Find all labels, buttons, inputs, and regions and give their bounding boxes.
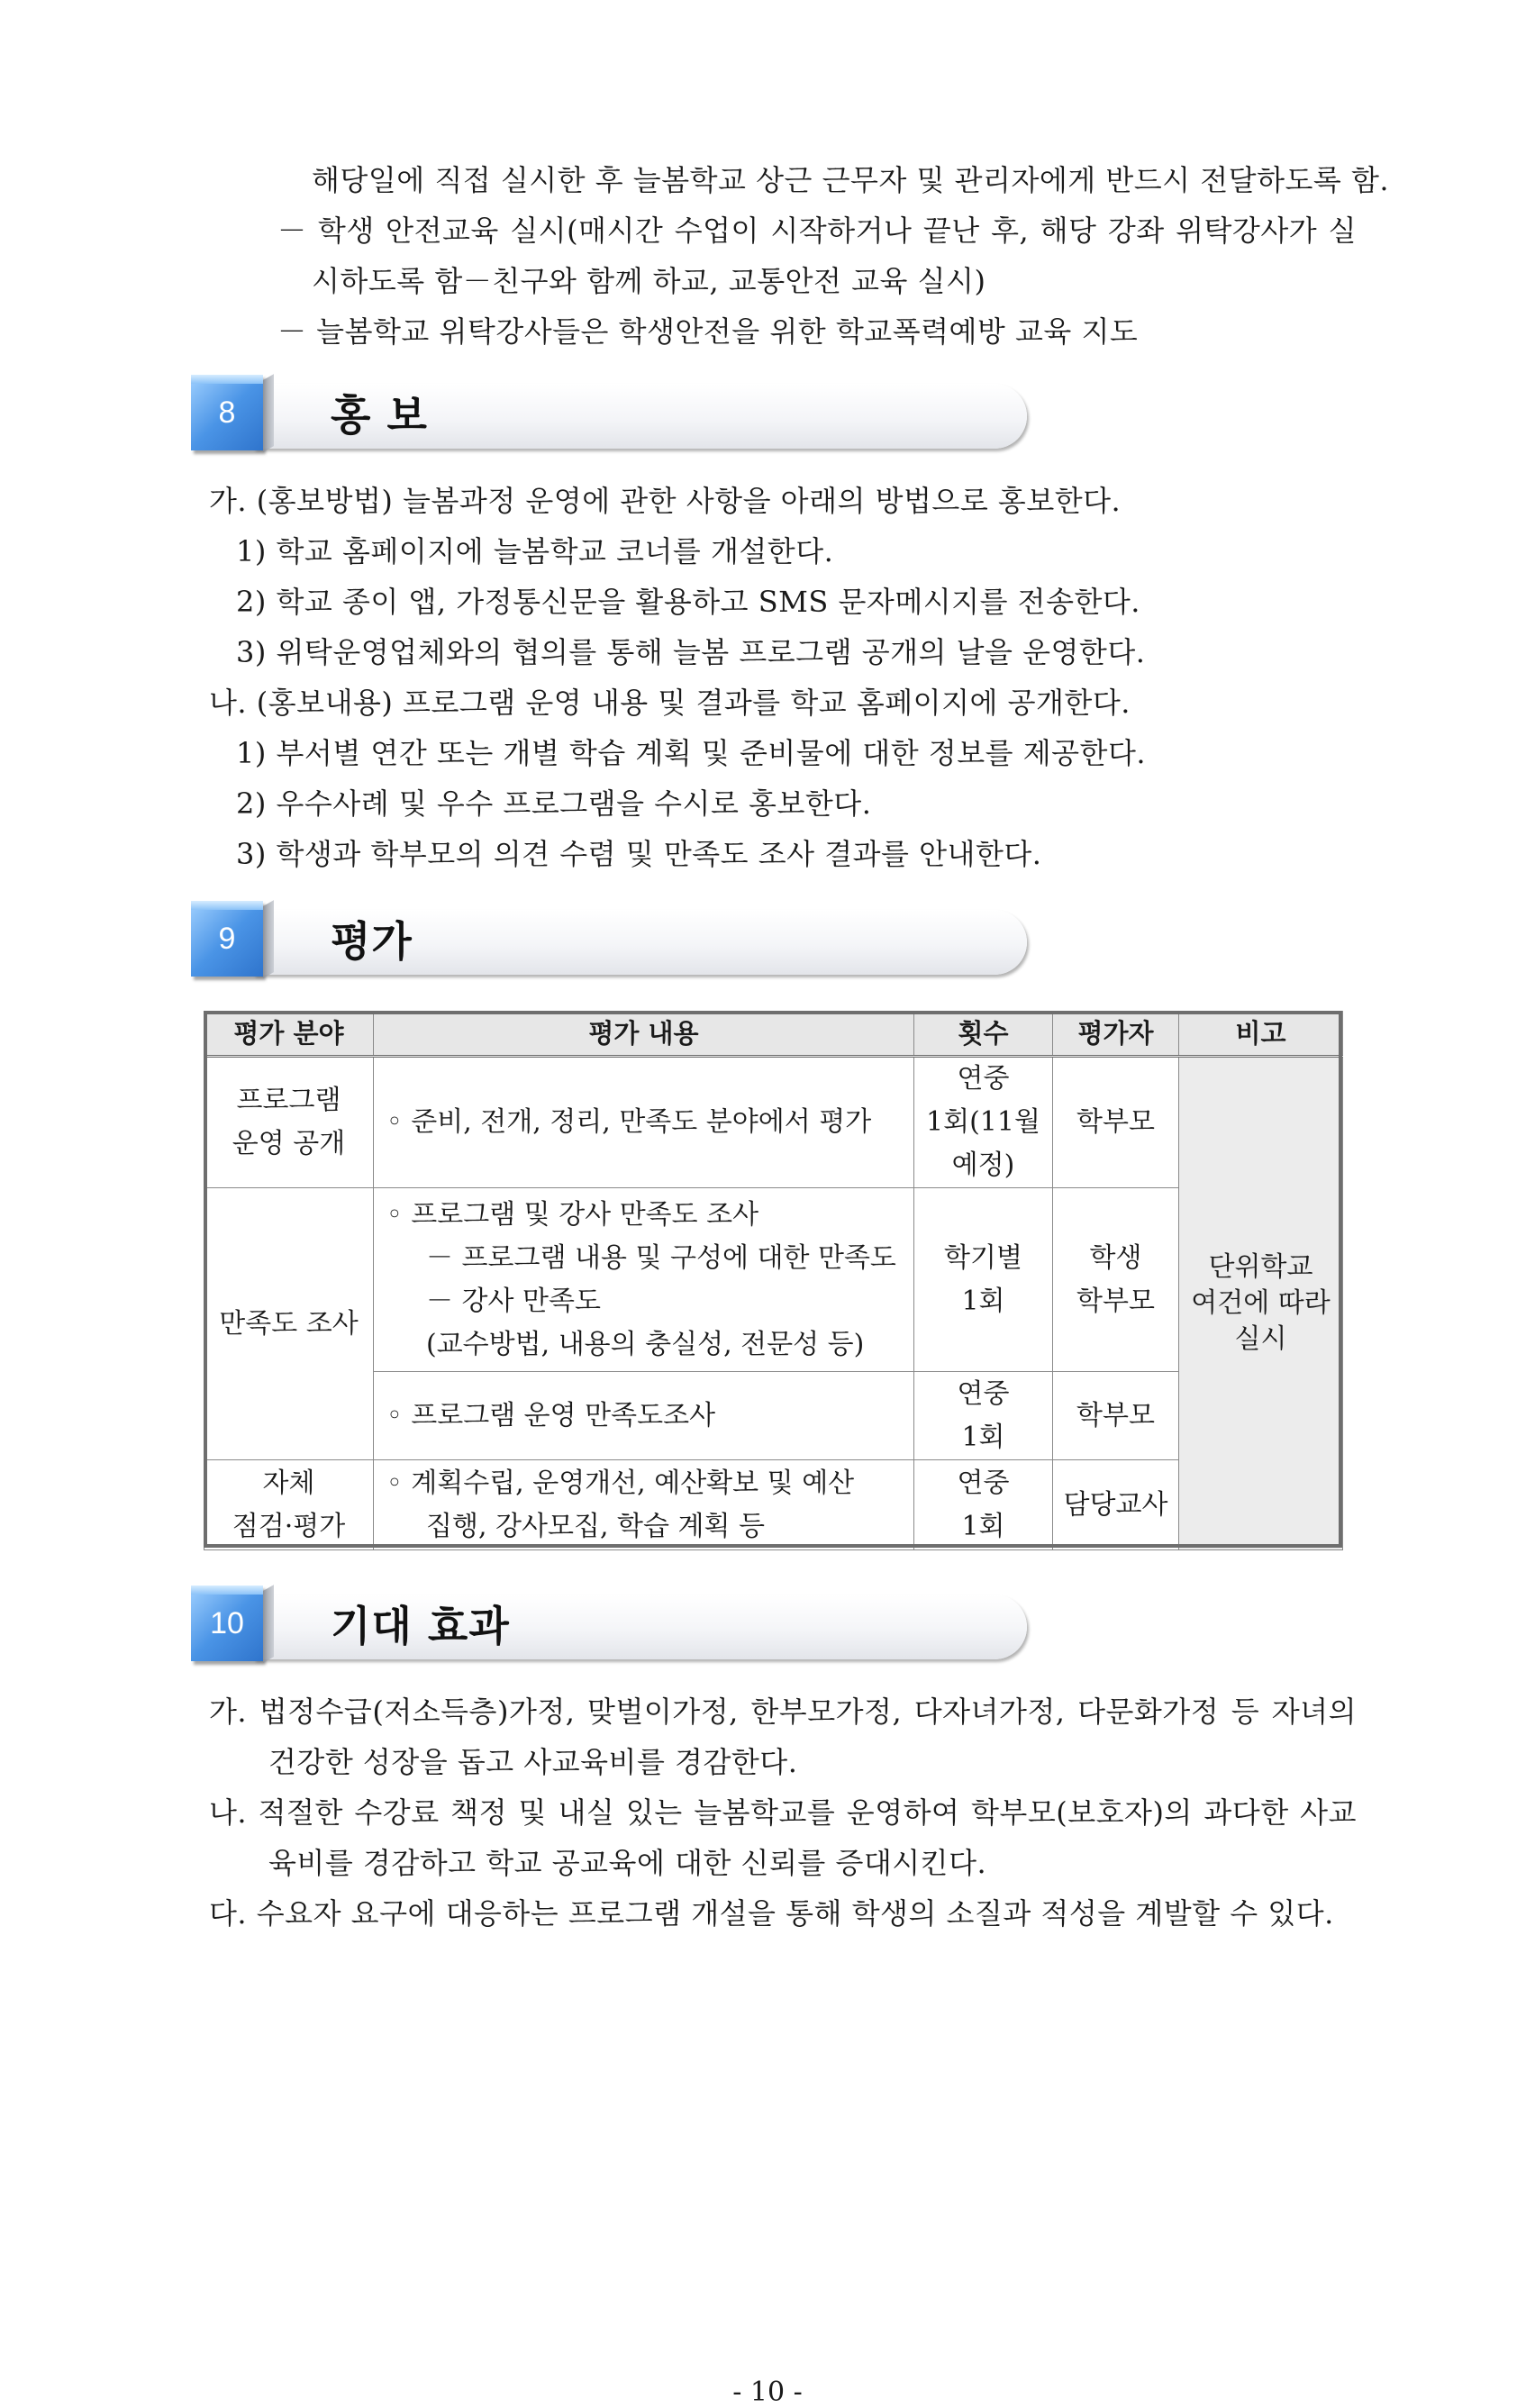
section-9-header — [191, 901, 1029, 977]
cell-text: 학생 — [1089, 1241, 1142, 1274]
section-number: 9 — [218, 922, 236, 956]
section-8-header — [191, 375, 1029, 450]
cell-evaluator: 담당교사 — [1053, 1460, 1179, 1550]
intro-line-1: 해당일에 직접 실시한 후 늘봄학교 상근 근무자 및 관리자에게 반드시 전달하도록 함. — [312, 163, 1390, 197]
section-10-header — [191, 1586, 1029, 1661]
cell-text: 점검·평가 — [232, 1510, 346, 1542]
intro-line-2: － 학생 안전교육 실시(매시간 수업이 시작하거나 끝난 후, 해당 강좌 위탁강사가 실 — [277, 214, 1357, 248]
cell-text: － 프로그램 내용 및 구성에 대한 만족도 — [426, 1241, 896, 1274]
cell-text: 1회 — [961, 1421, 1005, 1453]
cell-text: ◦ 프로그램 및 강사 만족도 조사 — [386, 1198, 759, 1231]
cell-text: 연중 — [957, 1377, 1010, 1410]
cell-text: 프로그램 — [236, 1085, 341, 1116]
sec10-na-line-1: 나. 적절한 수강료 책정 및 내실 있는 늘봄학교를 운영하여 학부모(보호자)의 과다한 사교 — [209, 1795, 1357, 1830]
cell-text: 1회 — [961, 1510, 1005, 1542]
cell-text: 학기별 — [944, 1241, 1022, 1274]
cell-text: 연중 — [957, 1467, 1010, 1499]
header-count: 횟수 — [914, 1012, 1053, 1057]
header-remark: 비고 — [1179, 1012, 1343, 1057]
sec8-ga-1: 1) 학교 홈페이지에 늘봄학교 코너를 개설한다. — [236, 534, 834, 568]
cell-text: (교수방법, 내용의 충실성, 전문성 등) — [426, 1328, 865, 1360]
cell-content: ◦ 프로그램 운영 만족도조사 — [374, 1372, 914, 1460]
cell-text: 집행, 강사모집, 학습 계획 등 — [426, 1510, 765, 1542]
cell-text: 예정) — [951, 1149, 1015, 1181]
sec8-ga-2: 2) 학교 종이 앱, 가정통신문을 활용하고 SMS 문자메시지를 전송한다. — [236, 585, 1140, 619]
cell-text: － 강사 만족도 — [426, 1285, 601, 1317]
header-area: 평가 분야 — [204, 1012, 374, 1057]
intro-line-3: 시하도록 함－친구와 함께 하교, 교통안전 교육 실시) — [312, 264, 986, 298]
cell-text: ◦ 계획수립, 운영개선, 예산확보 및 예산 — [386, 1467, 855, 1499]
sec8-ga-3: 3) 위탁운영업체와의 협의를 통해 늘봄 프로그램 공개의 날을 운영한다. — [236, 635, 1146, 669]
sec8-na-2: 2) 우수사례 및 우수 프로그램을 수시로 홍보한다. — [236, 786, 872, 821]
section-number: 10 — [210, 1606, 244, 1640]
sec10-na-line-2: 육비를 경감하고 학교 공교육에 대한 신뢰를 증대시킨다. — [268, 1846, 987, 1880]
section-title: 기대 효과 — [331, 1602, 510, 1650]
section-title: 평가 — [331, 917, 413, 966]
sec8-na-3: 3) 학생과 학부모의 의견 수렴 및 만족도 조사 결과를 안내한다. — [236, 837, 1042, 871]
sec8-na: 나. (홍보내용) 프로그램 운영 내용 및 결과를 학교 홈페이지에 공개한다. — [209, 686, 1131, 720]
header-evaluator: 평가자 — [1053, 1012, 1179, 1057]
cell-text: 여건에 따라 — [1191, 1287, 1331, 1319]
cell-text: 연중 — [957, 1063, 1010, 1095]
header-content: 평가 내용 — [374, 1012, 914, 1057]
cell-text: 실시 — [1234, 1323, 1287, 1355]
sec8-na-1: 1) 부서별 연간 또는 개별 학습 계획 및 준비물에 대한 정보를 제공한다. — [236, 736, 1147, 770]
cell-evaluator: 학부모 — [1053, 1057, 1179, 1188]
section-number: 8 — [218, 395, 236, 430]
sec10-ga-line-2: 건강한 성장을 돕고 사교육비를 경감한다. — [268, 1745, 798, 1779]
cell-content: ◦ 준비, 전개, 정리, 만족도 분야에서 평가 — [374, 1057, 914, 1188]
cell-area: 만족도 조사 — [204, 1188, 374, 1460]
cell-evaluator: 학부모 — [1053, 1372, 1179, 1460]
cell-text: 1회 — [961, 1285, 1005, 1317]
cell-text: 운영 공개 — [232, 1128, 346, 1159]
page-number: - 10 - — [732, 2376, 803, 2408]
sec10-ga-line-1: 가. 법정수급(저소득층)가정, 맞벌이가정, 한부모가정, 다자녀가정, 다문화가정 등 자녀의 — [209, 1695, 1357, 1729]
cell-text: 단위학교 — [1208, 1251, 1313, 1283]
sec10-da: 다. 수요자 요구에 대응하는 프로그램 개설을 통해 학생의 소질과 적성을 계발할 수 있다. — [209, 1896, 1334, 1931]
sec8-ga: 가. (홍보방법) 늘봄과정 운영에 관한 사항을 아래의 방법으로 홍보한다. — [209, 484, 1122, 518]
cell-text: 학부모 — [1076, 1285, 1155, 1317]
cell-text: 자체 — [262, 1467, 315, 1499]
section-title: 홍 보 — [331, 391, 428, 440]
intro-line-4: － 늘봄학교 위탁강사들은 학생안전을 위한 학교폭력예방 교육 지도 — [277, 314, 1139, 349]
cell-text: 1회(11월 — [926, 1106, 1040, 1138]
table-outer-border — [204, 1011, 1342, 1548]
